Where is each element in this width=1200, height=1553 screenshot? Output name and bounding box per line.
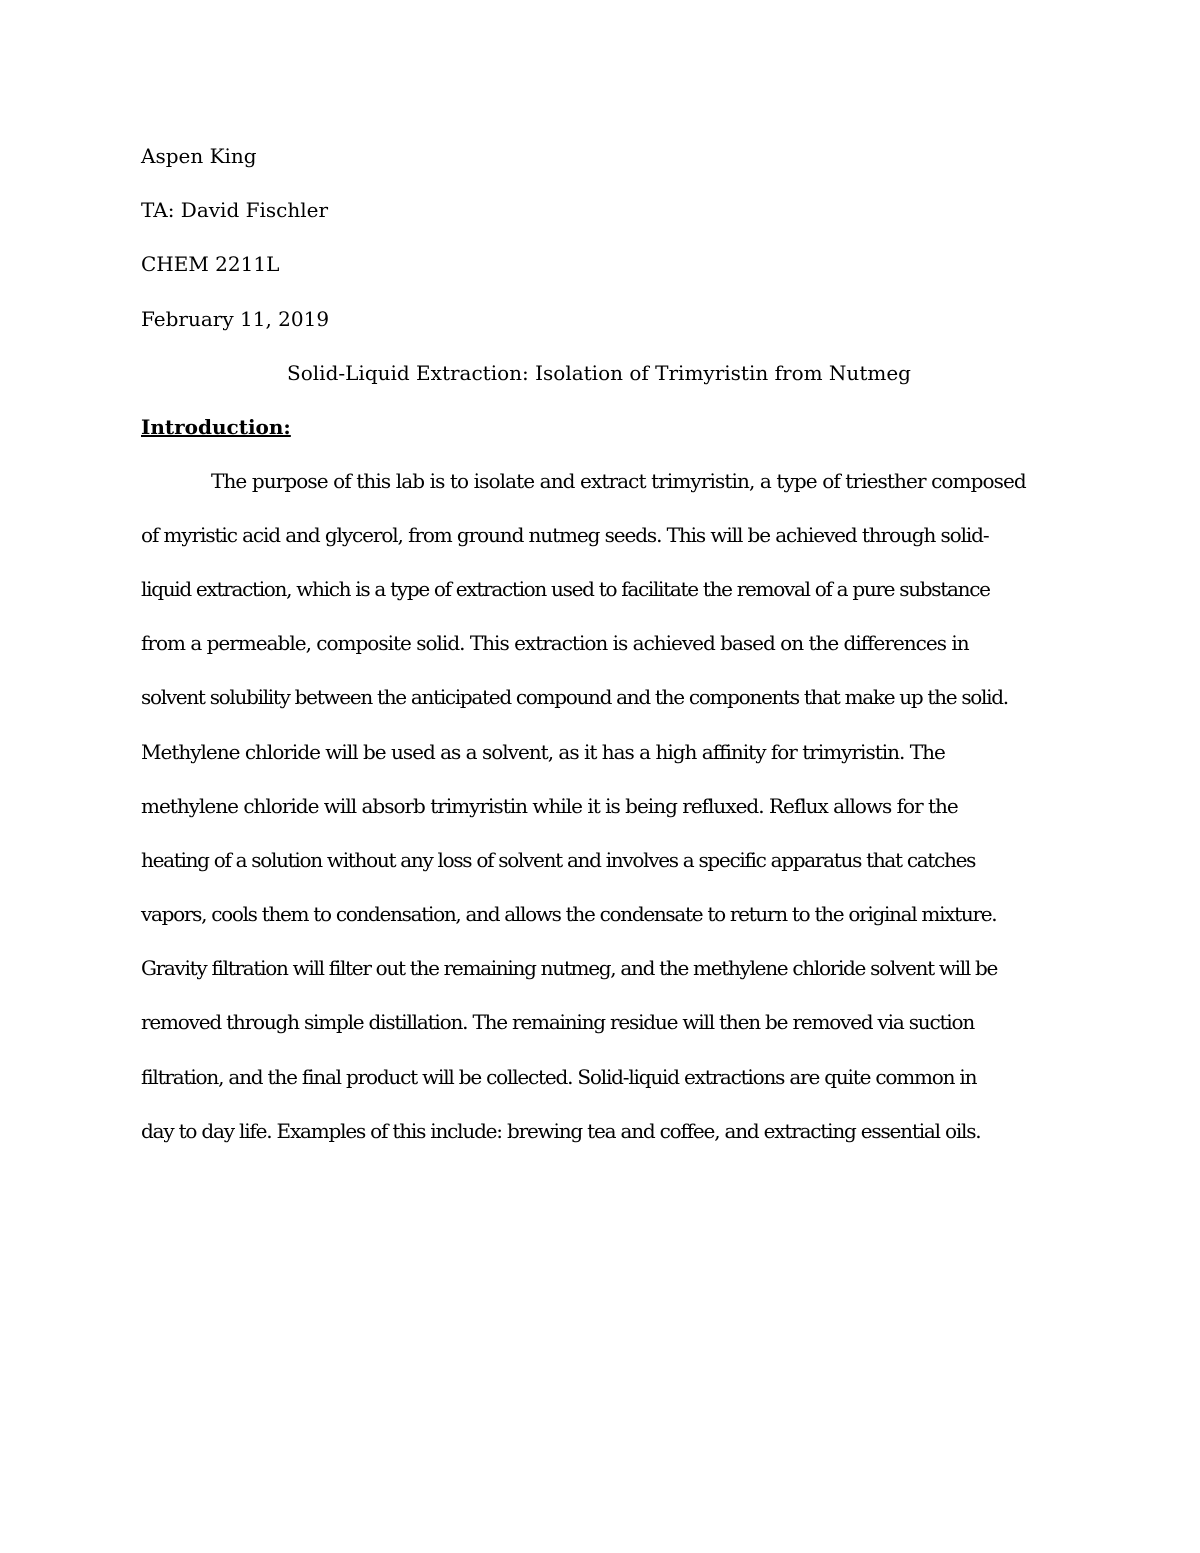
introduction-line: Methylene chloride will be used as a solvent, as it has a high affinity for trimyristin. The — [141, 740, 945, 764]
ta-name: TA: David Fischler — [141, 198, 329, 222]
introduction-line: Gravity filtration will filter out the remaining nutmeg, and the methylene chloride solvent will be — [141, 956, 998, 980]
introduction-heading: Introduction: — [141, 415, 291, 439]
introduction-line: of myristic acid and glycerol, from ground nutmeg seeds. This will be achieved through solid- — [141, 523, 989, 547]
introduction-line: vapors, cools them to condensation, and allows the condensate to return to the original mixture. — [141, 902, 997, 926]
introduction-line: liquid extraction, which is a type of extraction used to facilitate the removal of a pure substance — [141, 577, 990, 601]
introduction-line: filtration, and the final product will be collected. Solid-liquid extractions are quite common in — [141, 1065, 977, 1089]
report-title: Solid-Liquid Extraction: Isolation of Trimyristin from Nutmeg — [287, 361, 911, 385]
introduction-line: day to day life. Examples of this include: brewing tea and coffee, and extracting essential oils. — [141, 1119, 981, 1143]
introduction-line: The purpose of this lab is to isolate and extract trimyristin, a type of triesther composed — [211, 469, 1026, 493]
introduction-line: heating of a solution without any loss of solvent and involves a specific apparatus that catches — [141, 848, 976, 872]
introduction-line: removed through simple distillation. The remaining residue will then be removed via suction — [141, 1010, 975, 1034]
author-name: Aspen King — [141, 144, 257, 168]
report-date: February 11, 2019 — [141, 307, 330, 331]
introduction-line: from a permeable, composite solid. This extraction is achieved based on the differences in — [141, 631, 969, 655]
introduction-line: methylene chloride will absorb trimyristin while it is being refluxed. Reflux allows for the — [141, 794, 958, 818]
introduction-line: solvent solubility between the anticipated compound and the components that make up the solid. — [141, 685, 1008, 709]
course-code: CHEM 2211L — [141, 252, 280, 276]
